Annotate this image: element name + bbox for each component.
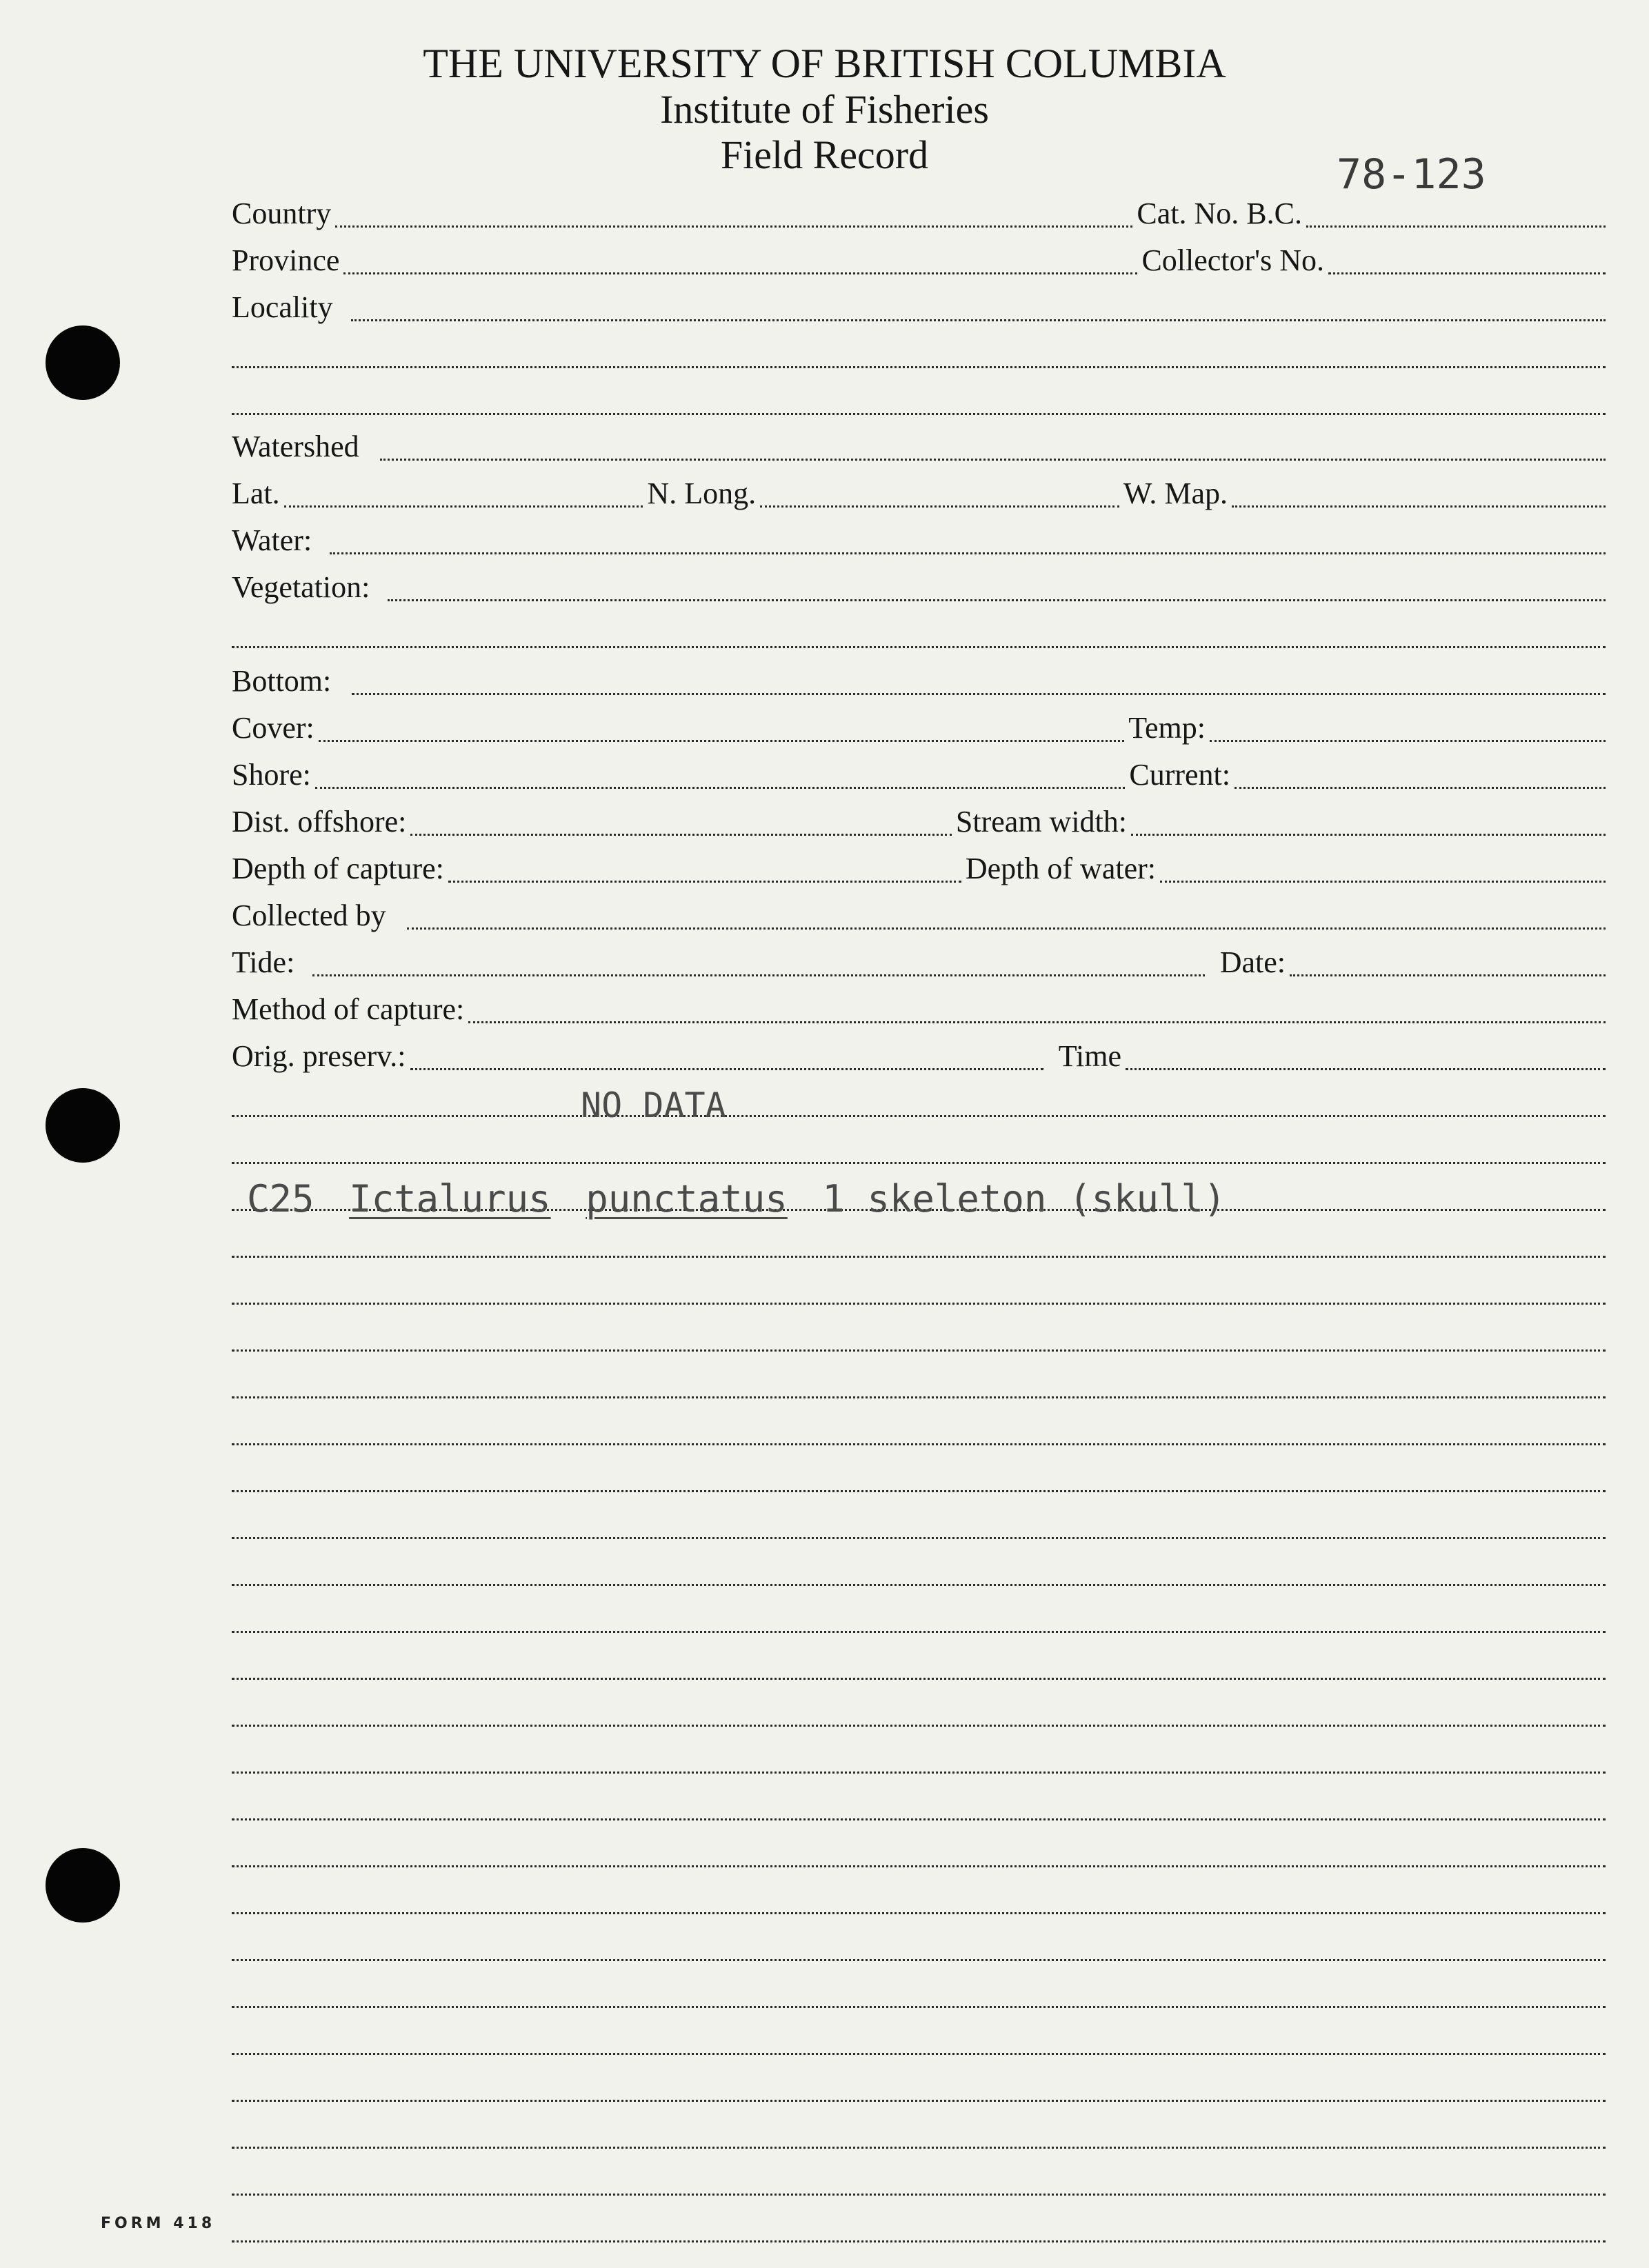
row-bottom	[232, 662, 1610, 702]
row-province	[232, 241, 1610, 281]
time-label: Time	[1058, 1039, 1121, 1073]
current-blank	[1230, 756, 1610, 796]
no-data-note: NO DATA	[581, 1085, 726, 1125]
collectors-no-blank	[1324, 241, 1610, 281]
ruled-line	[232, 1272, 1610, 1312]
ruled-line	[232, 1553, 1610, 1593]
dist-offshore-label: Dist. offshore:	[232, 805, 407, 839]
ruled-line	[232, 1318, 1610, 1358]
vegetation-line	[388, 599, 1606, 601]
orig-preserv-label: Orig. preserv.:	[232, 1039, 406, 1073]
ruled-line	[232, 1834, 1610, 1874]
collectors-no-label: Collector's No.	[1141, 243, 1324, 277]
shore-label: Shore:	[232, 758, 311, 792]
watershed-label: Watershed	[232, 430, 359, 463]
university-title: THE UNIVERSITY OF BRITISH COLUMBIA	[423, 41, 1226, 86]
w-map-label: W. Map.	[1123, 476, 1228, 510]
form-number: FORM 418	[101, 2215, 216, 2232]
ruled-line	[232, 1365, 1610, 1405]
collected-by-label: Collected by	[232, 899, 386, 932]
specimen-detail: 1 skeleton (skull)	[822, 1177, 1226, 1221]
temp-blank	[1206, 709, 1610, 749]
ruled-line	[232, 1131, 1610, 1171]
row-water	[232, 521, 1610, 561]
method-of-capture-label: Method of capture:	[232, 992, 465, 1026]
collected-by-line	[407, 927, 1606, 930]
method-of-capture-line	[468, 1021, 1606, 1023]
time-blank	[1121, 1037, 1610, 1077]
form-title: Field Record	[720, 132, 929, 177]
dist-offshore-line	[410, 834, 952, 836]
depth-of-capture-label: Depth of capture:	[232, 852, 444, 885]
depth-of-water-blank	[1156, 850, 1610, 890]
row-locality	[232, 288, 1610, 328]
locality-line-2	[232, 335, 1610, 375]
row-dist-offshore	[232, 803, 1610, 843]
map-blank	[1228, 474, 1610, 514]
province-line	[343, 272, 1137, 274]
stream-width-label: Stream width:	[955, 805, 1127, 839]
specimen-species: punctatus	[586, 1177, 788, 1221]
tide-label: Tide:	[232, 945, 295, 979]
vegetation-line-2	[232, 615, 1610, 655]
ruled-line	[232, 1881, 1610, 1921]
ruled-line	[232, 1787, 1610, 1827]
row-vegetation	[232, 568, 1610, 608]
n-long-label: N. Long.	[647, 476, 757, 510]
ruled-line	[232, 1928, 1610, 1968]
ruled-line	[232, 1084, 1610, 1124]
locality-line-3	[232, 382, 1610, 422]
locality-line	[351, 319, 1606, 321]
current-label: Current:	[1129, 758, 1230, 792]
specimen-code: C25	[247, 1177, 314, 1221]
row-method-of-capture	[232, 990, 1610, 1030]
shore-line	[315, 787, 1125, 789]
ruled-line	[232, 2116, 1610, 2156]
ruled-line	[232, 1694, 1610, 1734]
row-shore	[232, 756, 1610, 796]
water-line	[330, 552, 1606, 554]
ruled-line	[232, 1647, 1610, 1687]
depth-of-water-label: Depth of water:	[965, 852, 1156, 885]
ruled-line	[232, 2209, 1610, 2249]
binder-hole-middle	[46, 1088, 120, 1163]
depth-of-capture-line	[448, 881, 961, 883]
ruled-line	[232, 1412, 1610, 1452]
ruled-line	[232, 1740, 1610, 1780]
orig-preserv-line	[410, 1068, 1043, 1070]
cover-line	[319, 740, 1124, 742]
bottom-line	[352, 693, 1606, 695]
row-watershed	[232, 428, 1610, 468]
specimen-genus: Ictalurus	[349, 1177, 551, 1221]
cat-no-label: Cat. No. B.C.	[1137, 197, 1302, 230]
vegetation-label: Vegetation:	[232, 570, 370, 604]
row-tide	[232, 943, 1610, 983]
binder-hole-top	[46, 325, 120, 400]
country-label: Country	[232, 197, 332, 230]
ruled-line	[232, 1975, 1610, 2015]
date-label: Date:	[1219, 945, 1286, 979]
province-label: Province	[232, 243, 340, 277]
ruled-line	[232, 1225, 1610, 1265]
ruled-line	[232, 2162, 1610, 2202]
row-country	[232, 194, 1610, 234]
cat-no-blank	[1302, 194, 1610, 234]
institute-title: Institute of Fisheries	[660, 87, 989, 132]
ruled-line	[232, 1459, 1610, 1499]
ruled-line	[232, 2022, 1610, 2062]
long-line	[760, 505, 1119, 508]
locality-label: Locality	[232, 290, 333, 324]
row-depth	[232, 850, 1610, 890]
lat-line	[284, 505, 643, 508]
ruled-line	[232, 2069, 1610, 2109]
row-collected-by	[232, 896, 1610, 936]
row-cover	[232, 709, 1610, 749]
water-label: Water:	[232, 523, 312, 557]
ruled-line	[232, 1600, 1610, 1640]
binder-hole-bottom	[46, 1848, 120, 1923]
country-line	[335, 225, 1132, 228]
lat-label: Lat.	[232, 476, 280, 510]
row-orig-preserv	[232, 1037, 1610, 1077]
ruled-line	[232, 1506, 1610, 1546]
tide-line	[312, 974, 1204, 976]
bottom-label: Bottom:	[232, 664, 332, 698]
row-lat-long	[232, 474, 1610, 514]
cover-label: Cover:	[232, 711, 314, 745]
catalog-number: 78-123	[1337, 150, 1486, 199]
temp-label: Temp:	[1128, 711, 1206, 745]
date-blank	[1286, 943, 1610, 983]
specimen-entry	[247, 1177, 1226, 1221]
stream-width-blank	[1127, 803, 1610, 843]
watershed-line	[380, 459, 1606, 461]
